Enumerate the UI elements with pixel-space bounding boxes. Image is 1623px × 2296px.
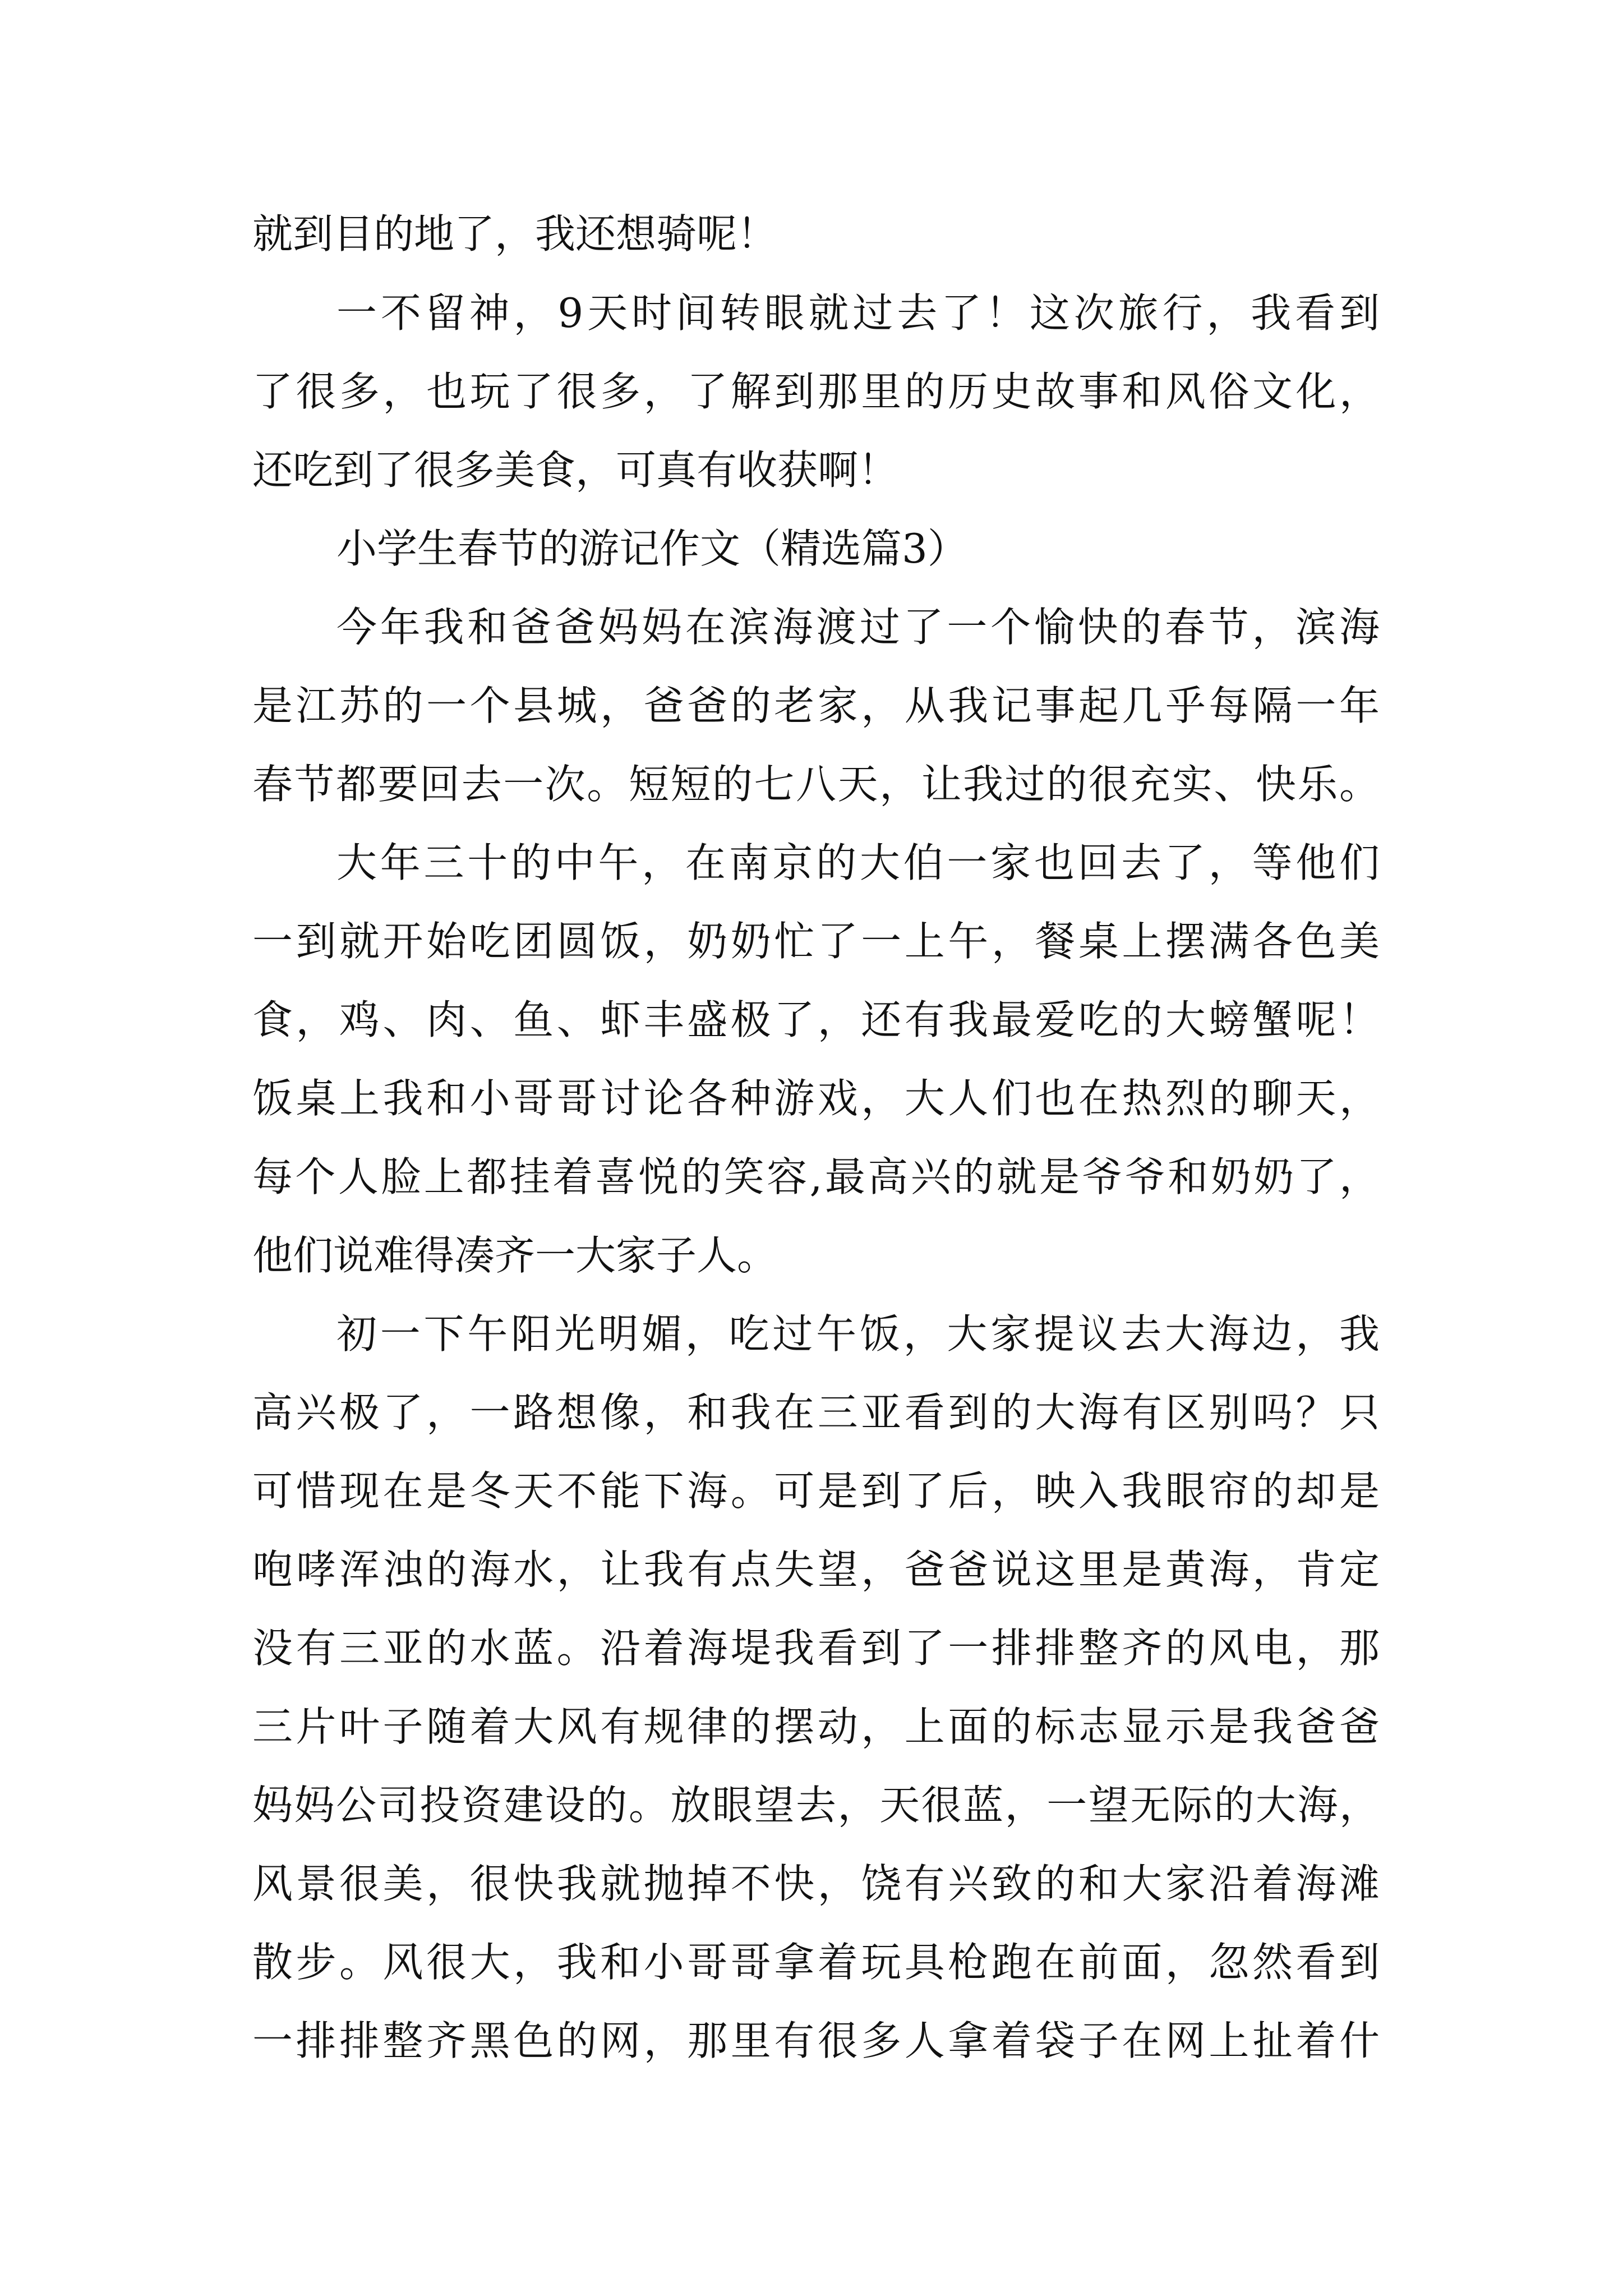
text-line: 高兴极了，一路想像，和我在三亚看到的大海有区别吗？只 (252, 1389, 1380, 1436)
text-line: 妈妈公司投资建设的。放眼望去，天很蓝，一望无际的大海， (252, 1782, 1380, 1829)
text-line: 还吃到了很多美食，可真有收获啊！ (252, 447, 899, 494)
text-line: 他们说难得凑齐一大家子人。 (252, 1232, 778, 1279)
text-line: 初一下午阳光明媚，吃过午饭，大家提议去大海边，我 (336, 1310, 1380, 1358)
text-line: 散步。风很大，我和小哥哥拿着玩具枪跑在前面，忽然看到 (252, 1939, 1380, 1986)
text-line: 没有三亚的水蓝。沿着海堤我看到了一排排整齐的风电，那 (252, 1625, 1380, 1672)
text-line: 是江苏的一个县城，爸爸的老家，从我记事起几乎每隔一年 (252, 682, 1380, 729)
text-line: 饭桌上我和小哥哥讨论各种游戏，大人们也在热烈的聊天， (252, 1075, 1380, 1122)
text-line: 了很多，也玩了很多，了解到那里的历史故事和风俗文化， (252, 368, 1380, 415)
text-line: 风景很美，很快我就抛掉不快，饶有兴致的和大家沿着海滩 (252, 1860, 1380, 1907)
text-line: 大年三十的中午，在南京的大伯一家也回去了，等他们 (336, 839, 1380, 886)
text-line: 春节都要回去一次。短短的七八天，让我过的很充实、快乐。 (252, 761, 1380, 808)
text-line: 就到目的地了，我还想骑呢！ (252, 210, 778, 257)
text-line: 可惜现在是冬天不能下海。可是到了后，映入我眼帘的却是 (252, 1467, 1380, 1515)
section-heading: 小学生春节的游记作文（精选篇3） (336, 525, 968, 572)
text-line: 今年我和爸爸妈妈在滨海渡过了一个愉快的春节，滨海 (336, 604, 1380, 651)
text-line: 三片叶子随着大风有规律的摆动，上面的标志显示是我爸爸 (252, 1703, 1380, 1750)
text-line: 一到就开始吃团圆饭，奶奶忙了一上午，餐桌上摆满各色美 (252, 918, 1380, 965)
text-line: 咆哮浑浊的海水，让我有点失望，爸爸说这里是黄海，肯定 (252, 1546, 1380, 1593)
text-line: 食，鸡、肉、鱼、虾丰盛极了，还有我最爱吃的大螃蟹呢！ (252, 996, 1380, 1043)
text-line: 每个人脸上都挂着喜悦的笑容,最高兴的就是爷爷和奶奶了， (252, 1153, 1380, 1200)
text-line: 一排排整齐黑色的网，那里有很多人拿着袋子在网上扯着什 (252, 2017, 1380, 2064)
text-line: 一不留神，9天时间转眼就过去了！这次旅行，我看到 (336, 289, 1380, 337)
